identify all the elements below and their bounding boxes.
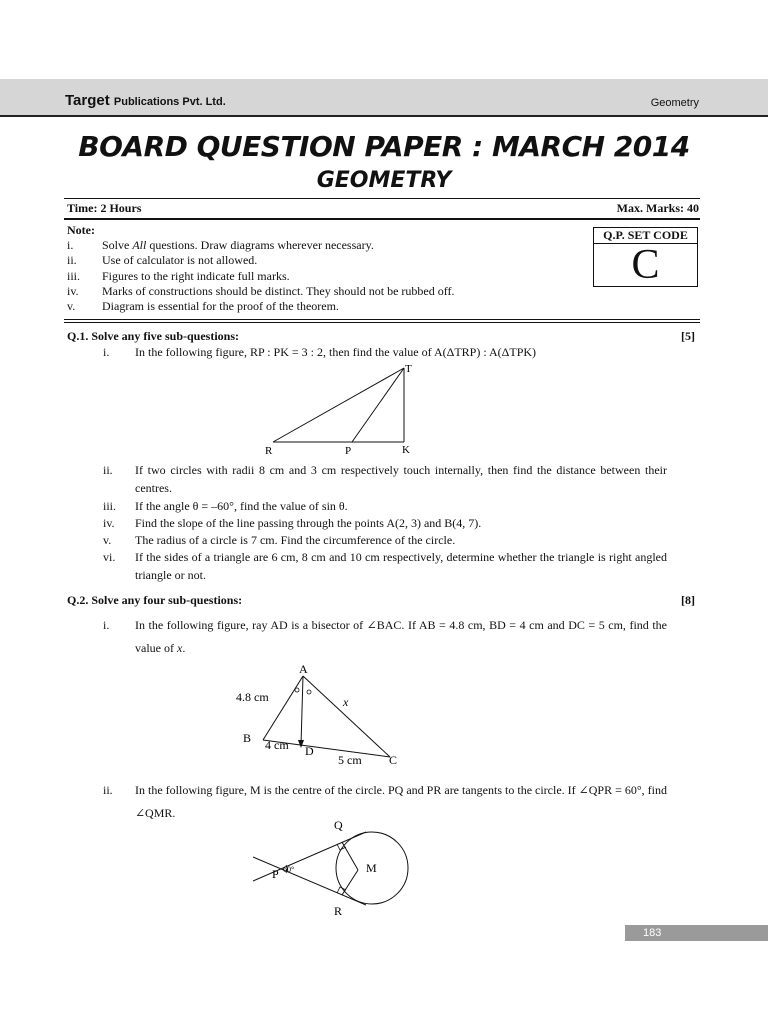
q1-item-i: i. In the following figure, RP : PK = 3 : 2, then find the value of A(ΔTRP) : A(ΔTPK) bbox=[103, 345, 537, 359]
triangle-trpk-figure bbox=[255, 360, 430, 460]
note-text: Marks of constructions should be distinct. They should not be rubbed off. bbox=[102, 283, 455, 298]
angle-mark-right bbox=[307, 690, 311, 694]
note-text: Diagram is essential for the proof of the theorem. bbox=[102, 299, 339, 314]
q2-item-i-text: In the following figure, ray AD is a bisector of ∠BAC. If AB = 4.8 cm, BD = 4 cm and DC = 5 cm, find the value of x. bbox=[135, 618, 667, 655]
note-item: ii. Use of calculator is not allowed. bbox=[67, 253, 258, 268]
radius-mq bbox=[342, 842, 358, 870]
tangent-pr bbox=[253, 857, 366, 905]
page-number: 183 bbox=[625, 925, 768, 941]
label-t: T bbox=[405, 363, 412, 375]
note-heading: Note: bbox=[67, 223, 95, 237]
q1-item-iii: iii. If the angle θ = –60°, find the value of sin θ. bbox=[103, 499, 348, 513]
label-p: P bbox=[272, 867, 279, 881]
label-ab-length: 4.8 cm bbox=[236, 690, 269, 704]
rule-under-time bbox=[64, 218, 700, 220]
label-p: P bbox=[345, 445, 352, 457]
paper-subtitle: GEOMETRY bbox=[316, 168, 452, 193]
label-a: A bbox=[299, 662, 308, 676]
label-d: D bbox=[305, 744, 314, 758]
brand-main: Target bbox=[65, 92, 110, 109]
angle-mark-left bbox=[295, 688, 299, 692]
q2-marks: [8] bbox=[681, 593, 695, 607]
label-r: R bbox=[265, 445, 273, 457]
brand-rest: Publications Pvt. Ltd. bbox=[113, 96, 226, 108]
note-item: iv. Marks of constructions should be distinct. They should not be rubbed off. bbox=[67, 283, 455, 298]
time-label: Time: 2 Hours bbox=[67, 201, 142, 215]
q1-item-vi: vi. If the sides of a triangle are 6 cm, 8 cm and 10 cm respectively, determine whether the triangle is right angled triangle or not. bbox=[103, 550, 667, 582]
notes-block bbox=[67, 223, 455, 314]
paper-title: BOARD QUESTION PAPER : MARCH 2014 bbox=[78, 130, 690, 163]
q1-heading bbox=[67, 329, 695, 344]
note-text: Figures to the right indicate full marks. bbox=[102, 268, 290, 283]
q2-item-i: i. In the following figure, ray AD is a bisector of ∠BAC. If AB = 4.8 cm, BD = 4 cm and DC = 5 cm, find the value of x. bbox=[103, 614, 667, 660]
q1-marks: [5] bbox=[681, 329, 695, 343]
label-bd-length: 4 cm bbox=[265, 738, 289, 752]
set-code-box bbox=[593, 227, 698, 287]
triangle-abc-bisector-figure bbox=[230, 660, 420, 770]
max-marks-label: Max. Marks: 40 bbox=[616, 201, 699, 215]
label-r: R bbox=[334, 904, 343, 918]
rule-top bbox=[64, 198, 700, 199]
label-b: B bbox=[243, 731, 252, 745]
label-m: M bbox=[366, 861, 377, 875]
note-text: Use of calculator is not allowed. bbox=[102, 253, 258, 268]
segment-ab bbox=[263, 676, 303, 740]
subject-label: Geometry bbox=[650, 97, 699, 109]
segment-rt bbox=[273, 368, 404, 442]
publisher-brand bbox=[65, 92, 226, 109]
label-q: Q bbox=[334, 818, 343, 832]
rule-notes-end-2 bbox=[64, 322, 700, 323]
label-k: K bbox=[402, 444, 410, 456]
set-code-value: C bbox=[631, 242, 660, 288]
q2-item-ii: ii. In the following figure, M is the centre of the circle. PQ and PR are tangents to the circle. If ∠QPR = 60°, find ∠QMR. bbox=[103, 783, 667, 820]
circle-tangents-figure bbox=[245, 815, 420, 923]
label-dc-length: 5 cm bbox=[338, 753, 362, 767]
ray-ad bbox=[301, 676, 303, 745]
q1-item-v: v. The radius of a circle is 7 cm. Find the circumference of the circle. bbox=[103, 533, 456, 547]
q2-label: Q.2. Solve any four sub-questions: bbox=[67, 593, 243, 607]
note-item: iii. Figures to the right indicate full marks. bbox=[67, 268, 290, 283]
radius-mr bbox=[342, 870, 358, 895]
segment-ac bbox=[303, 676, 390, 757]
label-c: C bbox=[389, 753, 398, 767]
note-item: i. Solve All questions. Draw diagrams wherever necessary. bbox=[67, 238, 374, 253]
q1-label: Q.1. Solve any five sub-questions: bbox=[67, 329, 240, 343]
ray-arrowhead bbox=[298, 740, 304, 748]
label-angle-60: 60° bbox=[283, 865, 295, 874]
set-code-label: Q.P. SET CODE bbox=[594, 228, 697, 244]
note-item: v. Diagram is essential for the proof of the theorem. bbox=[67, 299, 339, 314]
rule-notes-end-1 bbox=[64, 319, 700, 320]
note-text: Solve All questions. Draw diagrams wherever necessary. bbox=[102, 238, 374, 253]
q1-item-ii: ii. If two circles with radii 8 cm and 3 cm respectively touch internally, then find the distance between their centres. bbox=[103, 463, 667, 495]
tangent-pq bbox=[253, 832, 366, 881]
q2-heading bbox=[67, 593, 695, 608]
q1-item-iv: iv. Find the slope of the line passing through the points A(2, 3) and B(4, 7). bbox=[103, 516, 482, 530]
segment-pt bbox=[352, 368, 404, 442]
label-ac-x: x bbox=[343, 695, 349, 709]
